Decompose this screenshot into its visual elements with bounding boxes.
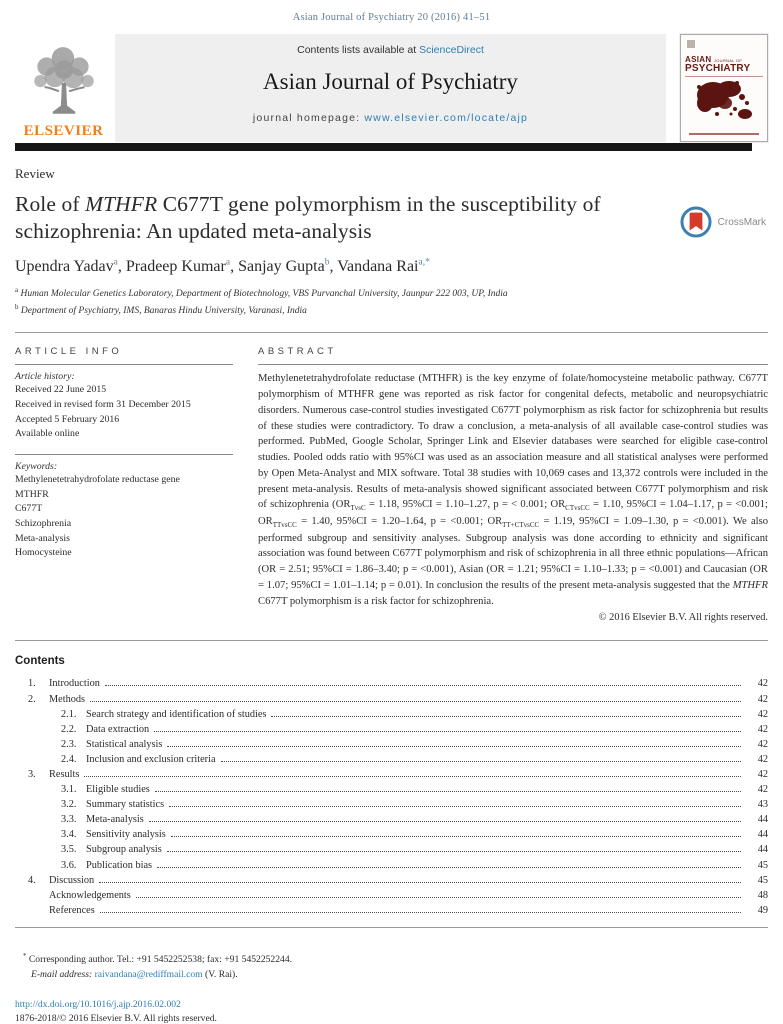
- dot-leader: [157, 867, 741, 868]
- dot-leader: [221, 761, 741, 762]
- cover-title-line2: PSYCHIATRY: [685, 63, 751, 74]
- cover-publisher-mark: [687, 40, 695, 48]
- keywords-label: Keywords:: [15, 460, 58, 472]
- homepage-label: journal homepage:: [252, 112, 365, 124]
- article-info-column: [15, 346, 233, 623]
- info-abstract-section: [15, 346, 768, 623]
- copyright-line: © 2016 Elsevier B.V. All rights reserved.: [598, 612, 768, 624]
- article-history-label: Article history:: [15, 371, 75, 383]
- keyword: MTHFR: [15, 488, 49, 500]
- keyword: Homocysteine: [15, 547, 72, 559]
- abstract-heading: ABSTRACT: [258, 346, 337, 358]
- title-block: [15, 191, 768, 245]
- issn-copyright-line: 1876-2018/© 2016 Elsevier B.V. All rights reserved.: [15, 1013, 217, 1024]
- keyword: Schizophrenia: [15, 518, 72, 530]
- toc-entry[interactable]: 2.2. Data extraction 42: [61, 723, 768, 735]
- cover-title-line1: ASIAN: [685, 55, 712, 64]
- author-list: [15, 258, 768, 276]
- elsevier-tree-icon: [28, 42, 100, 122]
- abstract-text: Methylenetetrahydrofolate reductase (MTHFR) is the key enzyme of folate/homocysteine metabolic pathway. C677T polymorphism of MTHFR gene was reported as risk factor for congenital defects, metabolic and neuropsychiatric disorders. Numerous case-control studies investigated C677T polymorphism as risk factor for schizophrenia but results of these studies were contradictory. To draw a conclusion, a meta-analysis of all available case-control studies was performed. PubMed, Google Scholar, Springer Link and Elsevier databases were searched for eligible case-control studies. Pooled odds ratio with 95%CI was used as an association measure and all statistical analyses were performed by Open Meta-Analyst and MIX software. Total 38 studies with 10,069 cases and 13,372 controls were included in the present meta-analysis. Results of meta-analysis showed significant associated between C677T polymorphism and risk of schizophrenia ($OR_{TvsC} = 1.18$, 95%CI = 1.10–1.27, p = < 0.001; $OR_{CTvsCC} = 1.10$, 95%CI = 1.04–1.17, p = <0.001; $OR_{TTvsCC} = 1.40$, 95%CI = 1.20–1.64, p = <0.001; $OR_{TT+CTvsCC} = 1.19$, 95%CI = 1.09–1.30, p = <0.001). We also performed subgroup and sensitivity analyses. Subgroup analysis was done according to ethnicity and significant association was found between C677T polymorphism and risk of schizophrenia in all three ethnic populations—African (OR = 2.51; 95%CI = 1.86–3.40; p = <0.001), Asian (OR = 1.21; 95%CI = 1.10–1.33; p = <0.001) and Caucasian (OR = 1.07; 95%CI = 1.01–1.14; p = 0.01). In conclusion the results of the present meta-analysis suggested that the MTHFR C677T polymorphism is a risk factor for schizophrenia.: [258, 373, 769, 607]
- banner-divider-bar: [15, 143, 752, 151]
- toc-entry[interactable]: 3.2. Summary statistics 43: [61, 799, 768, 811]
- toc-entry[interactable]: 3. Results 42: [28, 769, 768, 781]
- dot-leader: [167, 851, 741, 852]
- paper-title: Role of MTHFR C677T gene polymorphism in the susceptibility of schizophrenia: An updated meta-analysis: [15, 192, 601, 244]
- elsevier-logo: [15, 34, 112, 142]
- journal-homepage-link[interactable]: www.elsevier.com/locate/ajp: [364, 112, 529, 124]
- dot-leader: [154, 731, 741, 732]
- toc-entry[interactable]: Acknowledgements 48: [49, 889, 768, 901]
- corresponding-author-footnote: [15, 951, 455, 982]
- author-affiliation-sup: b: [324, 258, 330, 269]
- toc-entry[interactable]: 1. Introduction 42: [28, 678, 768, 690]
- toc-entry[interactable]: 4. Discussion 45: [28, 874, 768, 886]
- dot-leader: [169, 806, 741, 807]
- toc-entry[interactable]: 3.3. Meta-analysis 44: [61, 814, 768, 826]
- keywords-block: [15, 461, 233, 561]
- crossmark-label: CrossMark: [717, 216, 766, 228]
- sciencedirect-link[interactable]: ScienceDirect: [419, 44, 484, 56]
- contents-list-text: Contents lists available at: [297, 44, 420, 56]
- dot-leader: [171, 836, 741, 837]
- dot-leader: [100, 912, 741, 913]
- dot-leader: [84, 776, 741, 777]
- imprint-block: [15, 998, 768, 1024]
- history-received: Received 22 June 2015: [15, 384, 107, 396]
- article-info-heading: ARTICLE INFO: [15, 346, 123, 358]
- toc-entry[interactable]: References 49: [49, 904, 768, 916]
- keyword: Meta-analysis: [15, 532, 70, 544]
- toc-entry[interactable]: 3.5. Subgroup analysis 44: [61, 844, 768, 856]
- contents-top-divider: [15, 640, 768, 641]
- abstract-column: [258, 346, 768, 623]
- keyword: C677T: [15, 503, 43, 515]
- cover-title-line1b: JOURNAL OF: [713, 58, 743, 63]
- divider: [15, 364, 233, 365]
- author: Vandana Rai$^{a,*}$: [337, 258, 430, 276]
- keyword: Methylenetetrahydrofolate reductase gene: [15, 473, 180, 485]
- contents-bottom-divider: [15, 927, 768, 928]
- affiliation: $^a$ Human Molecular Genetics Laboratory, Department of Biotechnology, VBS Purvanchal University, Jaunpur 222 003, UP, India: [15, 286, 508, 300]
- toc-entry[interactable]: 2.4. Inclusion and exclusion criteria 42: [61, 753, 768, 765]
- cover-footer-line: [689, 133, 759, 135]
- cover-asia-map-art: [687, 73, 761, 125]
- dot-leader: [149, 821, 741, 822]
- email-link[interactable]: raivandana@rediffmail.com: [94, 968, 203, 980]
- toc-entry[interactable]: 2.1. Search strategy and identification of studies 42: [61, 708, 768, 720]
- journal-cover-thumbnail: [680, 34, 768, 142]
- article-type-label: Review: [15, 166, 55, 181]
- journal-banner: [15, 34, 768, 142]
- affiliation-list: [15, 285, 768, 319]
- dot-leader: [99, 882, 741, 883]
- toc-entry[interactable]: 2. Methods 42: [28, 693, 768, 705]
- banner-center-panel: [115, 34, 666, 142]
- dot-leader: [136, 897, 741, 898]
- divider: [258, 364, 768, 365]
- contents-heading: Contents: [15, 655, 65, 668]
- email-suffix: (V. Rai).: [202, 968, 238, 980]
- author-affiliation-sup: a,*: [418, 258, 430, 269]
- affiliation: $^b$ Department of Psychiatry, IMS, Banaras Hindu University, Varanasi, India: [15, 303, 307, 317]
- journal-title: Asian Journal of Psychiatry: [263, 69, 518, 94]
- dot-leader: [167, 746, 741, 747]
- divider: [15, 454, 233, 455]
- toc-entry[interactable]: 3.1. Eligible studies 42: [61, 784, 768, 796]
- author-affiliation-sup: a: [113, 258, 118, 269]
- dot-leader: [90, 701, 741, 702]
- toc-entry[interactable]: 3.4. Sensitivity analysis 44: [61, 829, 768, 841]
- header-divider: [15, 332, 768, 333]
- footnote-marker: *: [23, 951, 27, 960]
- author: Pradeep Kumar$^a$,: [125, 258, 239, 276]
- table-of-contents: [15, 676, 768, 918]
- running-head-citation: Asian Journal of Psychiatry 20 (2016) 41–51: [292, 12, 491, 23]
- toc-entry[interactable]: 2.3. Statistical analysis 42: [61, 738, 768, 750]
- author: Upendra Yadav$^a$,: [15, 258, 126, 276]
- author: Sanjay Gupta$^b$,: [238, 258, 338, 276]
- dot-leader: [105, 685, 741, 686]
- footnote-text: Corresponding author. Tel.: +91 5452252538; fax: +91 5452252244.: [26, 954, 293, 966]
- dot-leader: [155, 791, 741, 792]
- history-revised: Received in revised form 31 December 2015: [15, 398, 191, 410]
- toc-entry[interactable]: 3.6. Publication bias 45: [61, 859, 768, 871]
- crossmark-icon: [679, 205, 713, 239]
- history-accepted: Accepted 5 February 2016: [15, 413, 120, 425]
- crossmark-button[interactable]: [679, 205, 766, 239]
- elsevier-wordmark: ELSEVIER: [23, 123, 104, 139]
- author-affiliation-sup: a: [225, 258, 231, 269]
- email-label: E-mail address:: [31, 968, 95, 980]
- dot-leader: [271, 716, 741, 717]
- history-available: Available online: [15, 428, 80, 440]
- doi-link[interactable]: http://dx.doi.org/10.1016/j.ajp.2016.02.002: [15, 998, 181, 1010]
